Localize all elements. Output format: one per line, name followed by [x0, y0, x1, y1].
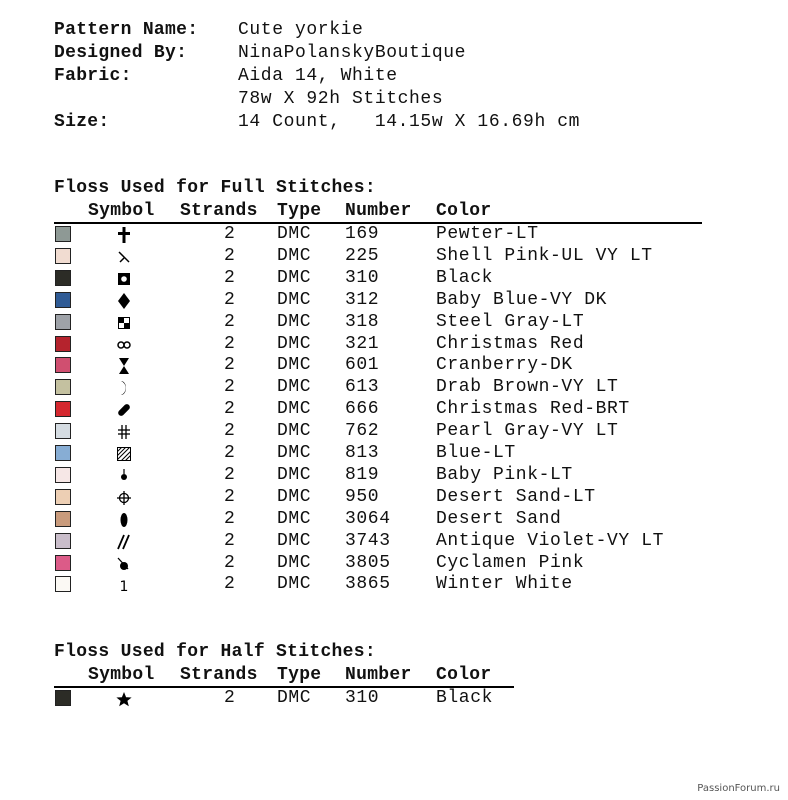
- color-name-cell: Desert Sand: [436, 508, 562, 529]
- color-swatch: [55, 401, 71, 417]
- capsule-symbol: [112, 399, 136, 421]
- strands-cell: 2: [224, 267, 236, 288]
- drop-symbol: [112, 465, 136, 487]
- bomb-symbol: [112, 553, 136, 575]
- color-name-cell: Christmas Red-BRT: [436, 399, 630, 420]
- color-swatch: [55, 379, 71, 395]
- strands-cell: 2: [224, 574, 236, 595]
- full-floss-row: [0, 574, 788, 596]
- strands-cell: 2: [224, 421, 236, 442]
- number-cell: 813: [345, 443, 380, 463]
- fabric-value: Aida 14, White: [238, 66, 398, 86]
- half-stitches-title: Floss Used for Half Stitches:: [54, 642, 376, 662]
- number-cell: 613: [345, 377, 380, 398]
- number-cell: 3743: [345, 530, 391, 551]
- strands-cell: 2: [224, 311, 236, 332]
- color-swatch: [55, 357, 71, 373]
- number-cell: 666: [345, 399, 380, 420]
- color-name-cell: Black: [436, 688, 494, 708]
- diagonal-tick-symbol: [112, 246, 136, 268]
- strands-cell: 2: [224, 464, 236, 485]
- type-cell: DMC: [277, 311, 312, 332]
- color-swatch: [55, 226, 71, 242]
- one-symbol: [112, 574, 136, 596]
- color-name-cell: Antique Violet-VY LT: [436, 530, 665, 551]
- strands-cell: 2: [224, 355, 236, 376]
- color-swatch: [55, 467, 71, 483]
- full-floss-row: [0, 355, 788, 377]
- strands-cell: 2: [224, 530, 236, 551]
- designed-by-value: NinaPolanskyBoutique: [238, 43, 467, 63]
- full-floss-row: [0, 553, 788, 575]
- crosshair-symbol: [112, 487, 136, 509]
- strands-cell: 2: [224, 289, 236, 310]
- stitches-value: 78w X 92h Stitches: [238, 89, 444, 109]
- strands-cell: 2: [224, 399, 236, 420]
- type-cell: DMC: [277, 333, 312, 354]
- color-swatch: [55, 292, 71, 308]
- number-cell: 310: [345, 688, 380, 708]
- cross-symbol: [112, 224, 136, 246]
- full-floss-row: [0, 509, 788, 531]
- strands-cell: 2: [224, 443, 236, 463]
- size-value: 14 Count, 14.15w X 16.69h cm: [238, 112, 581, 132]
- checker-symbol: [112, 312, 136, 334]
- type-cell: DMC: [277, 486, 312, 507]
- hash-symbol: [112, 421, 136, 443]
- svg-text:1: 1: [119, 579, 129, 596]
- color-swatch: [55, 423, 71, 439]
- diamond-symbol: [112, 290, 136, 312]
- full-stitches-title: Floss Used for Full Stitches:: [54, 178, 376, 198]
- color-name-cell: Pearl Gray-VY LT: [436, 421, 619, 442]
- full-floss-row: [0, 443, 788, 465]
- half-header-symbol: Symbol: [88, 665, 155, 685]
- color-swatch: [55, 533, 71, 549]
- type-cell: DMC: [277, 289, 312, 310]
- full-header-type: Type: [277, 201, 322, 221]
- full-header-strands: Strands: [180, 201, 258, 221]
- color-swatch: [55, 445, 71, 461]
- strands-cell: 2: [224, 508, 236, 529]
- type-cell: DMC: [277, 267, 312, 288]
- full-floss-row: [0, 487, 788, 509]
- strands-cell: 2: [224, 224, 236, 244]
- full-header-number: Number: [345, 201, 412, 221]
- color-swatch: [55, 336, 71, 352]
- color-name-cell: Pewter-LT: [436, 224, 539, 244]
- color-name-cell: Cranberry-DK: [436, 355, 573, 376]
- number-cell: 225: [345, 245, 380, 266]
- type-cell: DMC: [277, 399, 312, 420]
- watermark: PassionForum.ru: [697, 783, 780, 794]
- full-floss-row: [0, 334, 788, 356]
- number-cell: 819: [345, 464, 380, 485]
- pattern-name-value: Cute yorkie: [238, 20, 364, 40]
- number-cell: 3064: [345, 508, 391, 529]
- full-floss-row: [0, 224, 788, 246]
- color-swatch: [55, 576, 71, 592]
- strands-cell: 2: [224, 688, 236, 708]
- full-header-color: Color: [436, 201, 492, 221]
- color-name-cell: Cyclamen Pink: [436, 552, 585, 573]
- color-name-cell: Black: [436, 267, 494, 288]
- size-label: Size:: [54, 112, 110, 132]
- star-symbol: [112, 688, 136, 710]
- type-cell: DMC: [277, 443, 312, 463]
- fabric-label: Fabric:: [54, 66, 132, 86]
- color-swatch: [55, 555, 71, 571]
- strands-cell: 2: [224, 486, 236, 507]
- full-floss-row: [0, 421, 788, 443]
- color-name-cell: Steel Gray-LT: [436, 311, 585, 332]
- color-name-cell: Drab Brown-VY LT: [436, 377, 619, 398]
- full-floss-row: [0, 377, 788, 399]
- color-name-cell: Baby Pink-LT: [436, 464, 573, 485]
- pattern-name-label: Pattern Name:: [54, 20, 199, 40]
- full-floss-row: [0, 268, 788, 290]
- hourglass-symbol: [112, 355, 136, 377]
- number-cell: 762: [345, 421, 380, 442]
- infinity-symbol: [112, 334, 136, 356]
- full-floss-row: [0, 531, 788, 553]
- full-floss-row: [0, 290, 788, 312]
- color-name-cell: Winter White: [436, 574, 573, 595]
- color-name-cell: Blue-LT: [436, 443, 516, 463]
- number-cell: 312: [345, 289, 380, 310]
- square-dot-symbol: [112, 268, 136, 290]
- type-cell: DMC: [277, 552, 312, 573]
- color-name-cell: Desert Sand-LT: [436, 486, 596, 507]
- full-floss-row: [0, 246, 788, 268]
- full-header-symbol: Symbol: [88, 201, 155, 221]
- full-floss-row: [0, 465, 788, 487]
- type-cell: DMC: [277, 574, 312, 595]
- designed-by-label: Designed By:: [54, 43, 188, 63]
- half-header-number: Number: [345, 665, 412, 685]
- strands-cell: 2: [224, 552, 236, 573]
- color-swatch: [55, 248, 71, 264]
- number-cell: 3805: [345, 552, 391, 573]
- strands-cell: 2: [224, 333, 236, 354]
- half-header-type: Type: [277, 665, 322, 685]
- type-cell: DMC: [277, 377, 312, 398]
- type-cell: DMC: [277, 355, 312, 376]
- oval-symbol: [112, 509, 136, 531]
- type-cell: DMC: [277, 245, 312, 266]
- color-name-cell: Baby Blue-VY DK: [436, 289, 608, 310]
- strands-cell: 2: [224, 377, 236, 398]
- full-floss-row: [0, 312, 788, 334]
- half-header-strands: Strands: [180, 665, 258, 685]
- half-floss-row: [0, 688, 788, 710]
- half-header-color: Color: [436, 665, 492, 685]
- number-cell: 950: [345, 486, 380, 507]
- type-cell: DMC: [277, 688, 312, 708]
- type-cell: DMC: [277, 421, 312, 442]
- full-floss-row: [0, 399, 788, 421]
- color-name-cell: Shell Pink-UL VY LT: [436, 245, 653, 266]
- number-cell: 169: [345, 224, 380, 244]
- color-swatch: [55, 690, 71, 706]
- type-cell: DMC: [277, 464, 312, 485]
- number-cell: 3865: [345, 574, 391, 595]
- type-cell: DMC: [277, 530, 312, 551]
- type-cell: DMC: [277, 224, 312, 244]
- color-swatch: [55, 314, 71, 330]
- number-cell: 318: [345, 311, 380, 332]
- strands-cell: 2: [224, 245, 236, 266]
- color-swatch: [55, 489, 71, 505]
- hatched-square-symbol: [112, 443, 136, 465]
- color-name-cell: Christmas Red: [436, 333, 585, 354]
- color-swatch: [55, 511, 71, 527]
- number-cell: 310: [345, 267, 380, 288]
- double-slash-symbol: [112, 531, 136, 553]
- type-cell: DMC: [277, 508, 312, 529]
- number-cell: 601: [345, 355, 380, 376]
- number-cell: 321: [345, 333, 380, 354]
- crescent-symbol: [112, 377, 136, 399]
- color-swatch: [55, 270, 71, 286]
